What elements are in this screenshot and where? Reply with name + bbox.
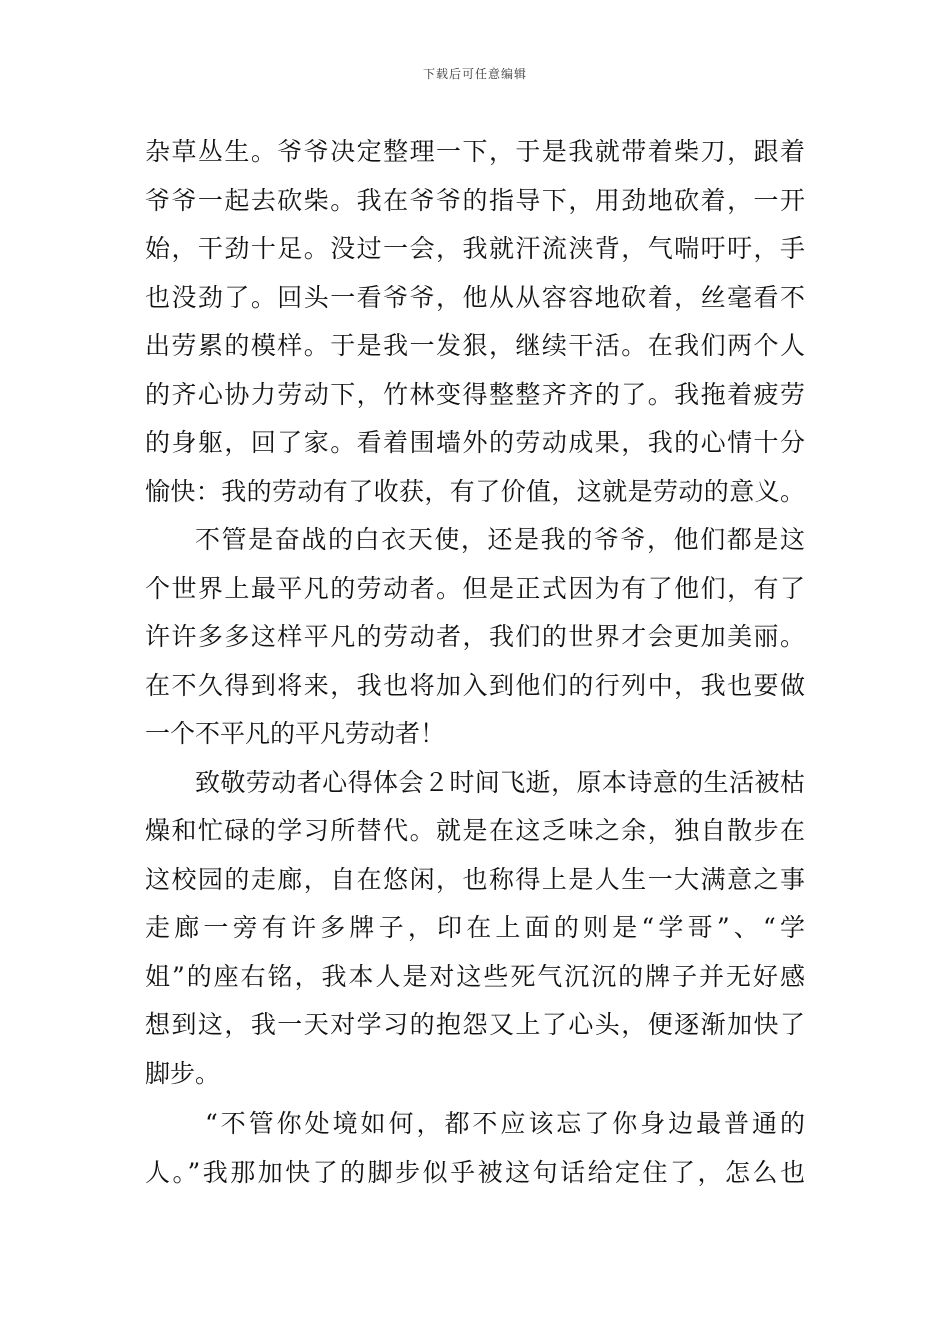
text-line: 想到这，我一天对学习的抱怨又上了心头，便逐渐加快了 <box>145 1010 805 1039</box>
document-body <box>145 128 805 1197</box>
page-header: 下载后可任意编辑 <box>422 67 527 81</box>
text-line: 人。”我那加快了的脚步似乎被这句话给定住了，怎么也 <box>145 1157 805 1187</box>
text-line: 爷爷一起去砍柴。我在爷爷的指导下，用劲地砍着，一开 <box>145 185 805 215</box>
text-line: 个世界上最平凡的劳动者。但是正式因为有了他们，有了 <box>145 573 805 603</box>
paragraph-start-line: “不管你处境如何，都不应该忘了你身边最普通的 <box>205 1109 805 1138</box>
text-line: 杂草丛生。爷爷决定整理一下，于是我就带着柴刀，跟着 <box>145 137 805 166</box>
text-line: 的齐心协力劳动下，竹林变得整整齐齐的了。我拖着疲劳 <box>145 379 805 409</box>
text-line: 也没劲了。回头一看爷爷，他从从容容地砍着，丝毫看不 <box>145 282 805 312</box>
paragraph-start-line: 致敬劳动者心得体会２时间飞逝，原本诗意的生活被枯 <box>195 767 805 797</box>
text-line: 燥和忙碌的学习所替代。就是在这乏味之余，独自散步在 <box>145 816 805 845</box>
text-line: 姐”的座右铭，我本人是对这些死气沉沉的牌子并无好感 <box>145 961 805 991</box>
text-line: 许许多多这样平凡的劳动者，我们的世界才会更加美丽。 <box>145 622 805 651</box>
text-line: 出劳累的模样。于是我一发狠，继续干活。在我们两个人 <box>145 331 805 360</box>
text-line: 在不久得到将来，我也将加入到他们的行列中，我也要做 <box>145 670 805 700</box>
text-line: 始，干劲十足。没过一会，我就汗流浃背，气喘吁吁，手 <box>145 234 805 263</box>
text-line: 一个不平凡的平凡劳动者！ <box>145 719 446 748</box>
paragraph-start-line: 不管是奋战的白衣天使，还是我的爷爷，他们都是这 <box>195 525 805 554</box>
text-line: 走廊一旁有许多牌子，印在上面的则是“学哥”、“学 <box>145 913 805 942</box>
text-line: 的身躯，回了家。看着围墙外的劳动成果，我的心情十分 <box>145 428 805 457</box>
text-line: 这校园的走廊，自在悠闲，也称得上是人生一大满意之事 <box>145 864 805 894</box>
text-line: 脚步。 <box>145 1058 221 1088</box>
text-line: 愉快：我的劳动有了收获，有了价值，这就是劳动的意义。 <box>145 476 805 506</box>
